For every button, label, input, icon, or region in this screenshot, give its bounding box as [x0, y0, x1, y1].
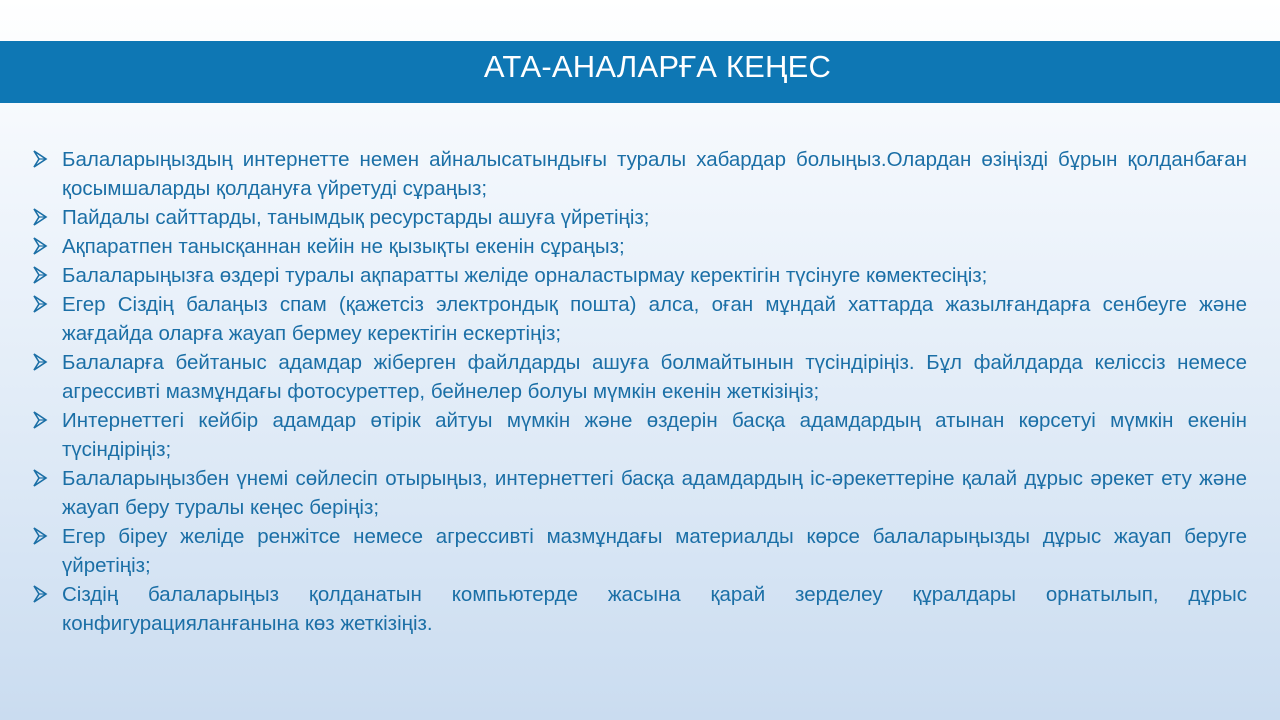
- advice-item: [33, 232, 1247, 261]
- chevron-arrow-right-icon: [33, 469, 49, 487]
- chevron-arrow-right-icon: [33, 353, 49, 371]
- advice-item-text: Балаларыңызбен үнемі сөйлесіп отырыңыз, интернеттегі басқа адамдардың іс-әрекеттеріне қалай дұрыс әрекет ету және жауап беру туралы кеңес беріңіз;: [62, 467, 1247, 519]
- advice-item: [33, 261, 1247, 290]
- chevron-arrow-right-icon: [33, 295, 49, 313]
- chevron-arrow-right-icon: [33, 527, 49, 545]
- advice-item-text: Егер біреу желіде ренжітсе немесе агрессивті мазмұндағы материалды көрсе балаларыңызды дұрыс жауап беруге үйретіңіз;: [62, 525, 1247, 577]
- advice-item: [33, 580, 1247, 638]
- chevron-arrow-right-icon: [33, 208, 49, 226]
- advice-item: [33, 290, 1247, 348]
- advice-item: [33, 522, 1247, 580]
- advice-item-text: Балаларыңызға өздері туралы ақпаратты желіде орналастырмау керектігін түсінуге көмектесіңіз;: [62, 264, 988, 287]
- advice-item-text: Егер Сіздің балаңыз спам (қажетсіз электрондық пошта) алса, оған мұндай хаттарда жазылғандарға сенбеуге және жағдайда оларға жауап бермеу керектігін ескертіңіз;: [62, 293, 1247, 345]
- chevron-arrow-right-icon: [33, 150, 49, 168]
- advice-item-text: Интернеттегі кейбір адамдар өтірік айтуы мүмкін және өздерін басқа адамдардың атынан көрсетуі мүмкін екенін түсіндіріңіз;: [62, 409, 1247, 461]
- advice-item: [33, 406, 1247, 464]
- slide-title: АТА-АНАЛАРҒА КЕҢЕС: [483, 49, 832, 84]
- chevron-arrow-right-icon: [33, 411, 49, 429]
- advice-item-text: Ақпаратпен танысқаннан кейін не қызықты екенін сұраңыз;: [62, 235, 625, 258]
- advice-item-text: Пайдалы сайттарды, танымдық ресурстарды ашуға үйретіңіз;: [62, 206, 650, 229]
- chevron-arrow-right-icon: [33, 585, 49, 603]
- title-bar: [0, 41, 1280, 103]
- advice-item: [33, 145, 1247, 203]
- chevron-arrow-right-icon: [33, 237, 49, 255]
- advice-item-text: Балаларыңыздың интернетте немен айналысатындығы туралы хабардар болыңыз.Олардан өзіңізді бұрын қолданбаған қосымшаларды қолдануға үйретуді сұраңыз;: [62, 148, 1247, 200]
- advice-item-text: Балаларға бейтаныс адамдар жіберген файлдарды ашуға болмайтынын түсіндіріңіз. Бұл файлдарда келіссіз немесе агрессивті мазмұндағы фотосуреттер, бейнелер болуы мүмкін екенін жеткізіңіз;: [62, 351, 1247, 403]
- advice-item: [33, 348, 1247, 406]
- advice-item-text: Сіздің балаларыңыз қолданатын компьютерде жасына қарай зерделеу құралдары орнатылып, дұрыс конфигурацияланғанына көз жеткізіңіз.: [62, 583, 1247, 635]
- advice-item: [33, 464, 1247, 522]
- chevron-arrow-right-icon: [33, 266, 49, 284]
- advice-list: [33, 145, 1247, 638]
- advice-item: [33, 203, 1247, 232]
